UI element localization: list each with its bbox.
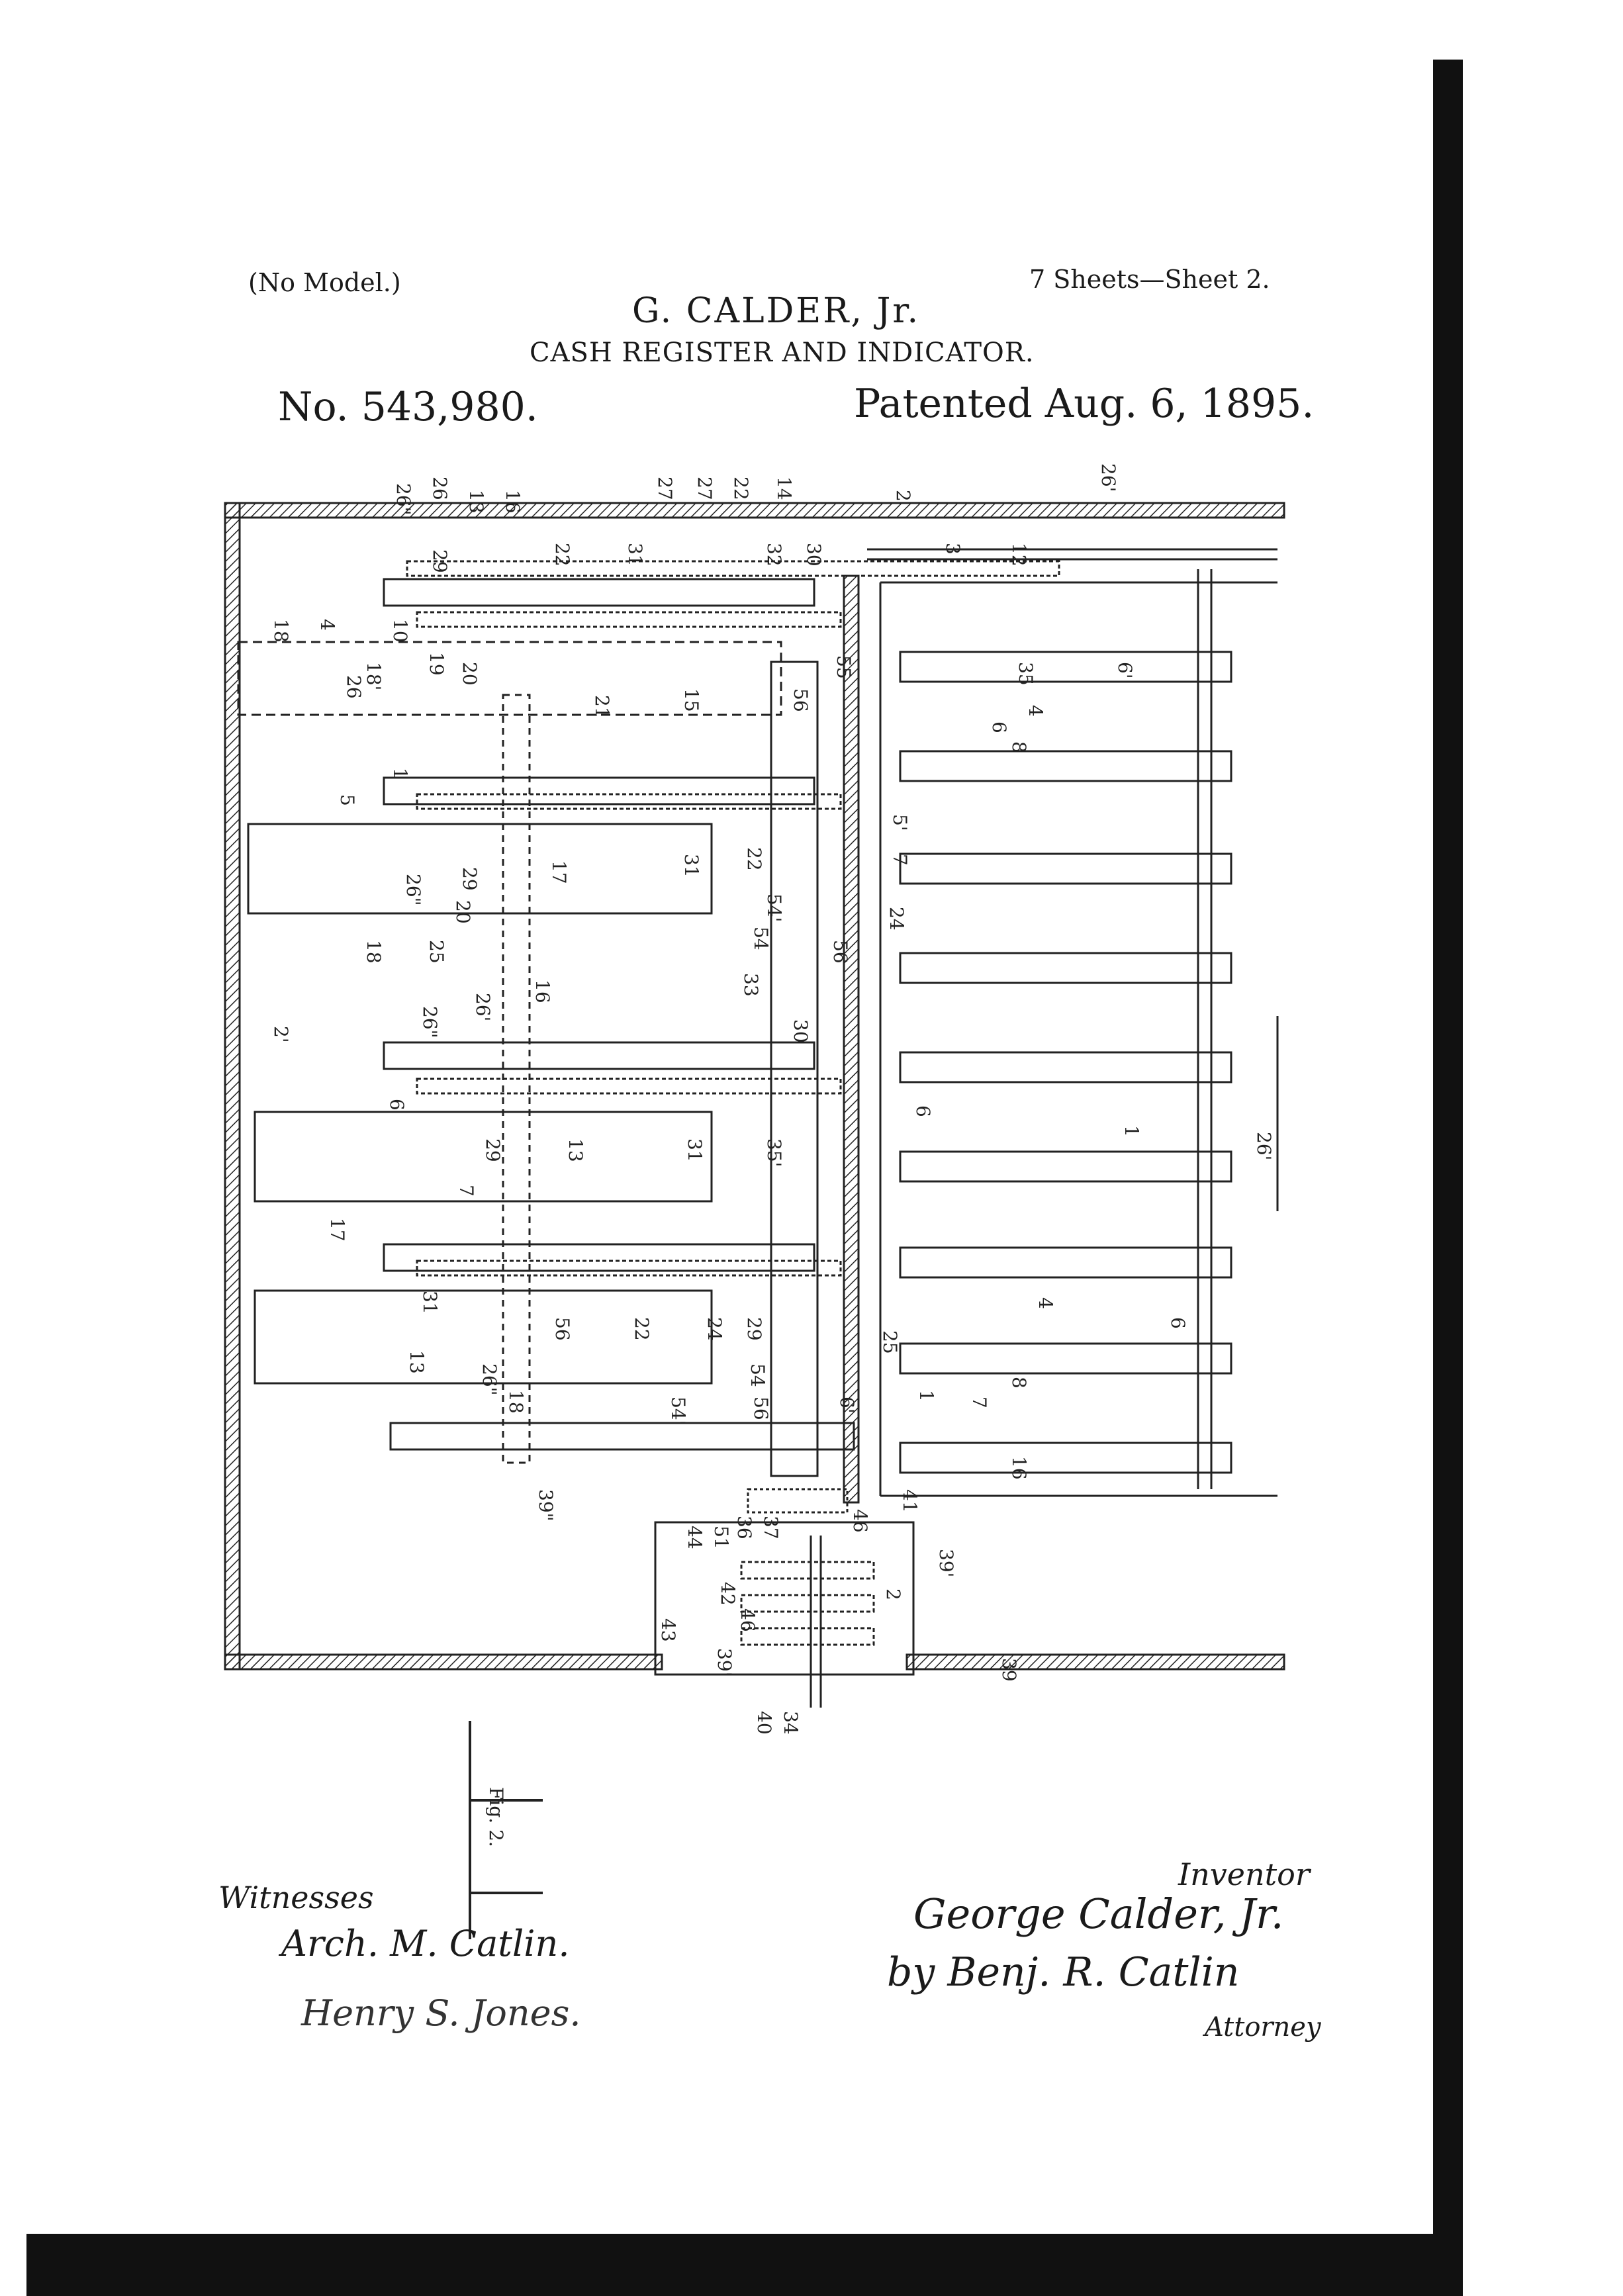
reference-numeral: 22 (730, 477, 752, 500)
reference-numeral: 2 (892, 490, 914, 502)
reference-numeral: 46 (849, 1509, 871, 1533)
reference-numeral: 16 (532, 980, 553, 1003)
reference-numeral: 30 (790, 1019, 812, 1043)
reference-numeral: 13 (465, 490, 487, 514)
reference-numeral: 7 (968, 1397, 990, 1408)
reference-numeral: 15 (680, 688, 702, 712)
reference-numeral: 14 (773, 477, 795, 500)
reference-numeral: 39" (535, 1489, 557, 1522)
gear-racks (407, 561, 1059, 1512)
reference-numeral: 30 (803, 543, 825, 567)
reference-numeral: 16 (1008, 1456, 1030, 1480)
reference-numeral: 32 (763, 543, 785, 567)
reference-numeral: 6 (1167, 1317, 1189, 1329)
reference-numeral: 6 (912, 1105, 934, 1117)
reference-numeral: 2' (270, 1026, 292, 1043)
reference-numeral: 29 (459, 867, 481, 891)
reference-numeral: 56 (551, 1317, 573, 1341)
reference-numeral: 35' (763, 1138, 785, 1168)
reference-numeral: 20 (459, 662, 481, 686)
reference-numeral: 4 (1025, 705, 1046, 717)
reference-numeral: 1 (915, 1390, 937, 1402)
reference-numeral: 4 (1035, 1297, 1056, 1309)
reference-numeral: 35 (1015, 662, 1037, 686)
reference-numeral: 7 (455, 1185, 477, 1197)
keys (900, 652, 1231, 1473)
reference-numeral: 54' (667, 1397, 689, 1426)
reference-numeral: 41 (899, 1489, 921, 1513)
reference-numeral: 18 (363, 940, 385, 964)
reference-numeral: 39' (935, 1549, 957, 1578)
reference-numeral: 21 (591, 695, 613, 719)
shafts (384, 569, 1277, 1489)
adding-mechanism (655, 1522, 913, 1708)
reference-numeral: 19 (426, 652, 447, 676)
reference-numeral: 5' (889, 814, 911, 831)
inventor-signature: George Calder, Jr. (913, 1890, 1284, 1938)
reference-numeral: 2 (882, 1588, 904, 1600)
reference-numeral: 40 (753, 1711, 775, 1735)
attorney-signature: by Benj. R. Catlin (887, 1949, 1240, 1996)
witness-signature-1: Arch. M. Catlin. (281, 1923, 570, 1964)
witnesses-label: Witnesses (218, 1880, 374, 1915)
model-note: (No Model.) (248, 268, 401, 297)
reference-numeral: 42 (717, 1582, 739, 1606)
reference-numeral: 8 (1008, 1377, 1030, 1389)
reference-numeral: 13 (406, 1350, 428, 1374)
reference-numeral: 22 (631, 1317, 653, 1341)
reference-numeral: 1 (1121, 1125, 1142, 1137)
reference-numeral: 29 (482, 1138, 504, 1162)
reference-numeral: 26' (1253, 1132, 1275, 1161)
witness-signature-2: Henry S. Jones. (301, 1992, 581, 2034)
reference-numeral: 39 (998, 1658, 1020, 1682)
scan-border-bottom (26, 2234, 1463, 2296)
reference-numeral: 13 (565, 1138, 586, 1162)
reference-numeral: 26' (429, 477, 451, 506)
reference-numeral: 7 (889, 854, 911, 866)
reference-numeral: 39' (714, 1648, 735, 1677)
reference-numeral: 26" (419, 1006, 441, 1038)
reference-numeral: 29 (429, 549, 451, 573)
sheet-count: 7 Sheets—Sheet 2. (1029, 265, 1270, 294)
reference-numeral: 24 (886, 907, 907, 931)
reference-numeral: 31 (680, 854, 702, 878)
reference-numeral: 55 (833, 655, 855, 679)
reference-numeral: 18 (270, 619, 292, 643)
reference-numeral: 31 (624, 543, 646, 567)
reference-numeral: 25 (426, 940, 447, 964)
reference-numeral: 26" (393, 483, 414, 516)
reference-numeral: 29 (743, 1317, 765, 1341)
reference-numeral: 6 (988, 721, 1010, 733)
reference-numeral: 26' (1097, 463, 1119, 492)
reference-numeral: 22 (743, 847, 765, 871)
reference-numeral: 54' (763, 894, 785, 923)
inventor-label: Inventor (1178, 1857, 1310, 1892)
reference-numeral: 10 (389, 619, 411, 643)
reference-numeral: 56 (829, 940, 851, 964)
reference-numeral: 51 (710, 1526, 732, 1549)
reference-numeral: 6' (836, 1397, 858, 1414)
patent-date: Patented Aug. 6, 1895. (854, 381, 1315, 427)
reference-numeral: 26" (479, 1363, 500, 1396)
figure-label-text: Fig. 2. (485, 1787, 507, 1847)
reference-numeral: 17 (548, 860, 570, 884)
reference-numeral: 27' (694, 477, 716, 506)
reference-numeral: 26" (402, 874, 424, 906)
reference-numeral: 44 (684, 1526, 706, 1549)
reference-numeral: 43 (657, 1618, 679, 1642)
reference-numerals (270, 463, 1275, 1735)
reference-numeral: 26 (343, 675, 365, 699)
reference-numeral: 5 (336, 794, 358, 806)
reference-numeral: 6 (386, 1099, 408, 1111)
scan-border-right (1433, 60, 1463, 2237)
reference-numeral: 34 (780, 1711, 802, 1735)
reference-numeral: 31 (684, 1138, 706, 1162)
reference-numeral: 54 (747, 1363, 768, 1387)
reference-numeral: 18 (505, 1390, 527, 1414)
reference-numeral: 56 (750, 1397, 772, 1420)
reference-numeral: 1 (389, 768, 411, 780)
reference-numeral: 22 (551, 543, 573, 567)
reference-numeral: 56 (790, 688, 812, 712)
attorney-label: Attorney (1205, 2012, 1321, 2043)
patent-title: CASH REGISTER AND INDICATOR. (530, 338, 1035, 368)
reference-numeral: 33 (740, 973, 762, 997)
reference-numeral: 8 (1008, 741, 1030, 753)
patent-number: No. 543,980. (278, 384, 538, 430)
reference-numeral: 17 (326, 1218, 348, 1242)
reference-numeral: 3 (942, 543, 964, 555)
reference-numeral: 26' (472, 993, 494, 1022)
reference-numeral: 12 (1008, 543, 1030, 567)
reference-numeral: 27 (654, 477, 676, 500)
reference-numeral: 36 (733, 1516, 755, 1539)
reference-numeral: 4 (316, 619, 338, 631)
reference-numeral: 46 (737, 1608, 759, 1632)
reference-numeral: 6' (1114, 662, 1136, 679)
reference-numeral: 20 (452, 900, 474, 924)
reference-numeral: 25 (879, 1330, 901, 1354)
reference-numeral: 18' (363, 662, 385, 691)
reference-numeral: 54 (750, 927, 772, 950)
reference-numeral: 24 (704, 1317, 725, 1341)
reference-numeral: 37 (760, 1516, 782, 1539)
reference-numeral: 31 (419, 1291, 441, 1314)
reference-numeral: 16 (502, 490, 524, 514)
inventor-name-header: G. CALDER, Jr. (632, 291, 920, 331)
